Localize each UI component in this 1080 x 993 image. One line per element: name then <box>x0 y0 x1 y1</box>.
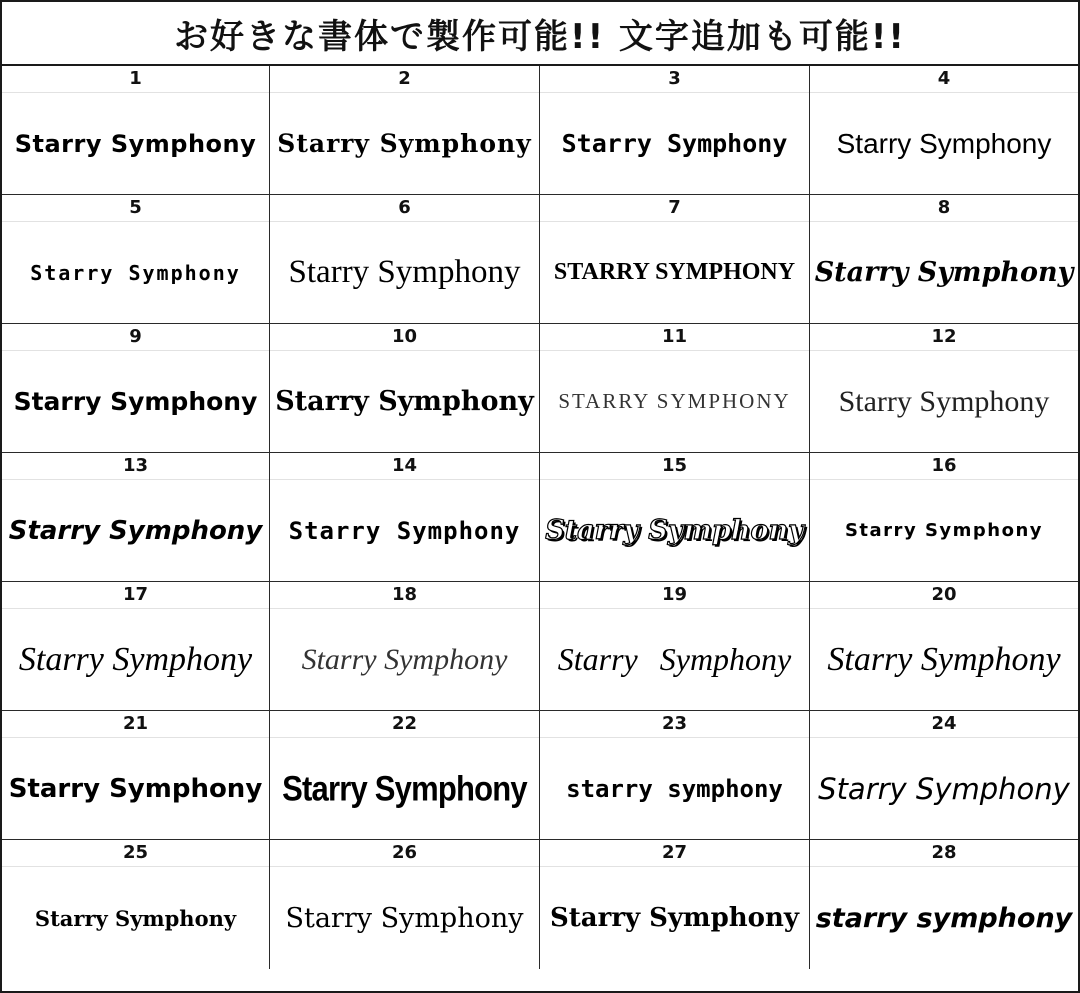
font-sample-cell <box>270 840 540 969</box>
font-sample-number: 14 <box>270 453 539 480</box>
font-sample-number: 6 <box>270 195 539 222</box>
font-sample-number: 24 <box>810 711 1078 738</box>
font-sample-text: Starry Symphony <box>827 640 1061 678</box>
font-sample-text: Starry Symphony <box>561 129 788 158</box>
font-sample-text: Starry Symphony <box>818 771 1070 806</box>
font-sample-number: 26 <box>270 840 539 867</box>
font-sample-text: Starry Symphony <box>30 260 241 285</box>
font-sample-cell <box>540 582 810 711</box>
font-sample-number: 21 <box>2 711 269 738</box>
page-title: お好きな書体で製作可能!! 文字追加も可能!! <box>174 16 906 57</box>
font-sample-text: Starry Symphony <box>285 902 524 934</box>
font-sample-cell <box>540 711 810 840</box>
font-sample-text: Starry Symphony <box>301 642 508 676</box>
font-sample-cell <box>270 453 540 582</box>
font-sample-text: Starry Symphony <box>8 515 263 546</box>
font-sample-cell <box>2 453 270 582</box>
font-sample-number: 1 <box>2 66 269 93</box>
font-sample-cell <box>810 582 1078 711</box>
font-sample-text: Starry Symphony <box>34 905 237 931</box>
font-sample-text: starry symphony <box>566 774 783 803</box>
font-sample-cell <box>540 195 810 324</box>
font-sample-text: Starry Symphony <box>8 773 263 804</box>
font-sample-number: 11 <box>540 324 809 351</box>
font-sample-number: 15 <box>540 453 809 480</box>
font-sample-text: Starry Symphony <box>836 127 1052 159</box>
font-sample-text: STARRY SYMPHONY <box>553 259 796 285</box>
font-sample-cell <box>2 582 270 711</box>
font-sample-number: 16 <box>810 453 1078 480</box>
font-sample-text: Starry Symphony <box>288 516 521 545</box>
font-sample-number: 28 <box>810 840 1078 867</box>
font-sample-cell <box>810 66 1078 195</box>
font-sample-cell <box>810 195 1078 324</box>
font-sample-cell <box>270 195 540 324</box>
font-sample-text: Starry Symphony <box>18 640 253 678</box>
font-sample-text: Starry Symphony <box>275 386 534 417</box>
font-sample-cell <box>2 840 270 969</box>
font-sample-text: STARRY SYMPHONY <box>558 389 791 413</box>
font-sample-cell <box>810 840 1078 969</box>
font-sample-number: 20 <box>810 582 1078 609</box>
font-sample-number: 17 <box>2 582 269 609</box>
font-sample-cell <box>2 324 270 453</box>
font-sample-cell <box>270 711 540 840</box>
font-sample-number: 23 <box>540 711 809 738</box>
header <box>2 2 1078 66</box>
font-sample-cell <box>540 840 810 969</box>
font-sample-cell <box>540 324 810 453</box>
font-sample-cell <box>270 324 540 453</box>
font-sample-text: Starry Symphony <box>838 384 1050 418</box>
font-sample-number: 7 <box>540 195 809 222</box>
font-sample-cell <box>2 711 270 840</box>
font-sample-number: 5 <box>2 195 269 222</box>
font-sample-grid <box>2 66 1078 969</box>
font-sample-number: 18 <box>270 582 539 609</box>
font-sample-text: Starry Symphony <box>814 257 1074 288</box>
font-sample-number: 2 <box>270 66 539 93</box>
font-sample-text: Starry Symphony <box>13 387 258 416</box>
font-sample-text: Starry Symphony <box>282 767 527 809</box>
font-sample-text: Starry Symphony <box>557 641 792 677</box>
font-sample-cell <box>810 711 1078 840</box>
font-sample-cell <box>540 453 810 582</box>
font-sample-text: Starry Symphony <box>549 903 800 933</box>
font-sample-number: 10 <box>270 324 539 351</box>
font-sample-cell <box>270 582 540 711</box>
font-sample-number: 13 <box>2 453 269 480</box>
font-sample-cell <box>2 66 270 195</box>
font-sample-text: starry symphony <box>815 902 1073 934</box>
font-sample-cell <box>810 453 1078 582</box>
font-sample-number: 22 <box>270 711 539 738</box>
font-sample-number: 3 <box>540 66 809 93</box>
font-sample-text: Starry Symphony <box>14 129 257 158</box>
font-sample-number: 19 <box>540 582 809 609</box>
font-sample-number: 27 <box>540 840 809 867</box>
font-sample-cell <box>810 324 1078 453</box>
font-sample-cell <box>540 66 810 195</box>
font-sample-text: Starry Symphony <box>277 129 532 158</box>
font-sample-text: Starry Symphony <box>844 520 1044 541</box>
font-sample-number: 25 <box>2 840 269 867</box>
font-sample-number: 9 <box>2 324 269 351</box>
font-sample-cell <box>2 195 270 324</box>
font-sample-text: Starry Symphony <box>545 515 804 546</box>
font-sample-number: 4 <box>810 66 1078 93</box>
font-sample-number: 12 <box>810 324 1078 351</box>
font-sample-text: Starry Symphony <box>288 254 521 290</box>
font-sample-number: 8 <box>810 195 1078 222</box>
font-sample-cell <box>270 66 540 195</box>
